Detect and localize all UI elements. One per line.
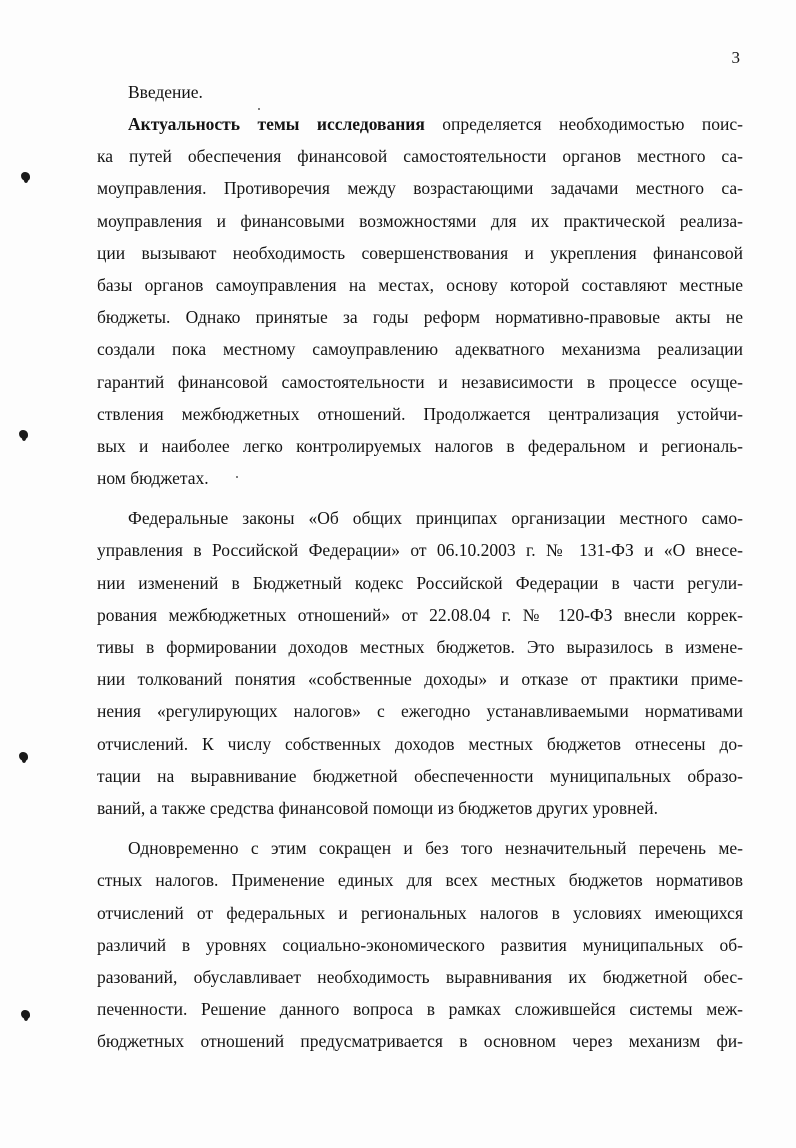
- text-line: базы органов самоуправления на местах, основу которой составляют местные: [97, 274, 743, 295]
- binding-hole-mark: [19, 752, 28, 761]
- text-line: ваний, а также средства финансовой помощи из бюджетов других уровней.: [97, 797, 658, 818]
- text-line: моуправления. Противоречия между возрастающими задачами местного са-: [97, 178, 743, 199]
- section-heading: Введение.: [128, 82, 203, 102]
- scan-speck: [236, 476, 238, 478]
- binding-hole-mark: [21, 1010, 30, 1019]
- text-line: отчислений. К числу собственных доходов местных бюджетов отнесены до-: [97, 733, 743, 754]
- text-line: Актуальность темы исследования определяется необходимостью поис-: [128, 114, 743, 134]
- text-line: Федеральные законы «Об общих принципах организации местного само-: [128, 508, 743, 529]
- text-line: разований, обуславливает необходимость выравнивания их бюджетной обес-: [97, 966, 743, 987]
- binding-hole-mark: [19, 430, 28, 439]
- text-line: управления в Российской Федерации» от 06.10.2003 г. № 131-ФЗ и «О внесе-: [97, 540, 743, 561]
- text-line: ции вызывают необходимость совершенствования и укрепления финансовой: [97, 242, 743, 263]
- paragraph-2: [97, 502, 743, 824]
- paragraph-1: [97, 108, 743, 494]
- text-line: нии толкований понятия «собственные доходы» и отказе от практики приме-: [97, 669, 743, 690]
- body-text: [97, 108, 743, 1057]
- text-line: ка путей обеспечения финансовой самостоятельности органов местного са-: [97, 146, 743, 167]
- text-line: бюджеты. Однако принятые за годы реформ нормативно-правовые акты не: [97, 307, 743, 328]
- text-line: стных налогов. Применение единых для всех местных бюджетов нормативов: [97, 870, 743, 891]
- text-line: создали пока местному самоуправлению адекватного механизма реализации: [97, 339, 743, 360]
- paragraph-3: [97, 832, 743, 1057]
- page-number: 3: [731, 48, 740, 67]
- text-line: вых и наиболее легко контролируемых налогов в федеральном и региональ-: [97, 435, 743, 456]
- text-line: нения «регулирующих налогов» с ежегодно устанавливаемыми нормативами: [97, 701, 743, 722]
- text-line: Одновременно с этим сокращен и без того незначительный перечень ме-: [128, 838, 743, 859]
- text-line: рования межбюджетных отношений» от 22.08.04 г. № 120-ФЗ внесли коррек-: [97, 604, 743, 625]
- text-line: различий в уровнях социально-экономического развития муниципальных об-: [97, 934, 743, 955]
- text-line: отчислений от федеральных и региональных налогов в условиях имеющихся: [97, 902, 743, 923]
- text-line: нии изменений в Бюджетный кодекс Российской Федерации в части регули-: [97, 572, 743, 593]
- text-line: печенности. Решение данного вопроса в рамках сложившейся системы меж-: [97, 999, 743, 1020]
- text-line: тивы в формировании доходов местных бюджетов. Это выразилось в измене-: [97, 637, 743, 657]
- text-line: ном бюджетах.: [97, 468, 209, 489]
- binding-hole-mark: [21, 172, 30, 181]
- text-line: моуправления и финансовыми возможностями для их практической реализа-: [97, 210, 743, 231]
- text-line: гарантий финансовой самостоятельности и независимости в процессе осуще-: [97, 371, 743, 392]
- text-line: тации на выравнивание бюджетной обеспеченности муниципальных образо-: [97, 765, 743, 786]
- text-line: бюджетных отношений предусматривается в основном через механизм фи-: [97, 1031, 743, 1052]
- lead-phrase: Актуальность темы исследования: [128, 114, 425, 134]
- text-line: ствления межбюджетных отношений. Продолжается централизация устойчи-: [97, 403, 743, 424]
- scan-speck: [258, 108, 260, 110]
